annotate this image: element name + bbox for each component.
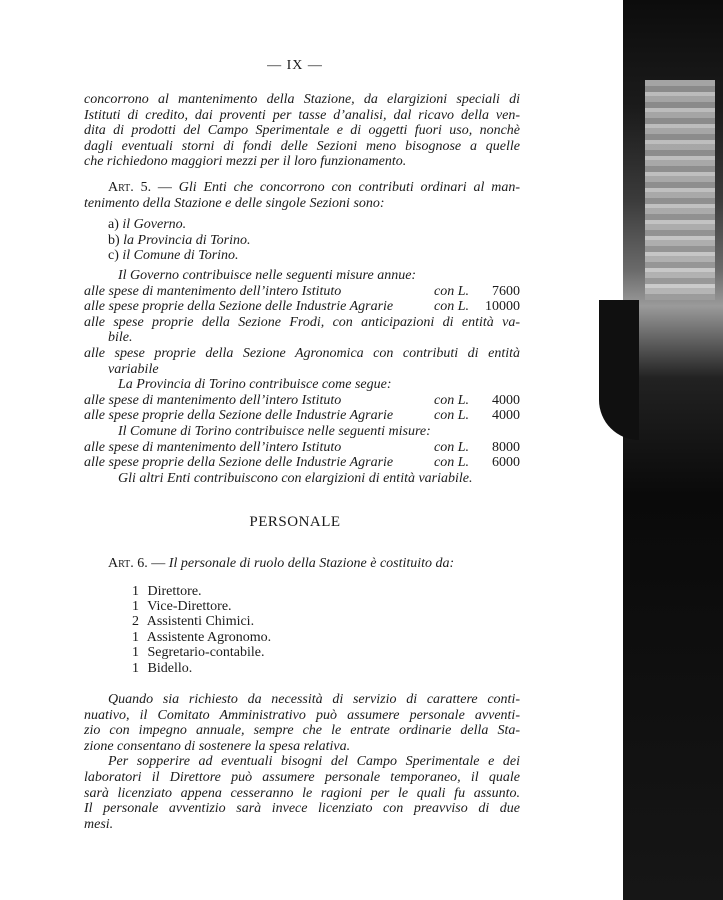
text-line: zione consentano di sostenere la spesa relativa. — [84, 738, 351, 754]
text-line: laboratori il Direttore può assumere personale temporaneo, il quale — [84, 770, 520, 785]
text-line: mesi. — [84, 816, 114, 832]
article-6-label: Art. 6. — — [108, 556, 166, 571]
text-line: che richiedono maggiori mezzi per il loro funzionamento. — [84, 154, 407, 170]
article-5-text: Gli Enti che concorrono con contributi ordinari al man- — [178, 180, 520, 195]
text-line: alle spese proprie della Sezione Frodi, con anticipazioni di entità va- — [84, 314, 520, 330]
contribution-row: alle spese di mantenimento dell’intero Istituto con L. 7600 — [84, 283, 520, 299]
text-line: Quando sia richiesto da necessità di servizio di carattere conti- — [108, 692, 520, 708]
text-line: nuativo, il Comitato Amministrativo può assumere personale avventi- — [84, 707, 520, 723]
list-item: 1 Segretario-contabile. — [132, 645, 265, 661]
comune-intro: Il Comune di Torino contribuisce nelle seguenti misure: — [118, 423, 431, 439]
text-line: Il personale avventizio sarà invece licenziato con preavviso di due — [84, 801, 520, 817]
list-item: c) il Comune di Torino. — [108, 248, 239, 264]
article-5 — [84, 180, 520, 486]
staff-list — [132, 584, 520, 676]
contribution-row: alle spese proprie della Sezione delle Industrie Agrarie con L. 6000 — [84, 455, 520, 471]
text-line: sarà licenziato appena cesseranno le ragioni per le quali fu assunto. — [84, 785, 520, 801]
provincia-intro: La Provincia di Torino contribuisce come segue: — [118, 377, 392, 393]
scan-gray-band — [645, 80, 715, 300]
section-heading: PERSONALE — [249, 514, 341, 530]
text-line: dita di prodotti del Campo Sperimentale e di oggetti fuori uso, nonchè — [84, 123, 520, 139]
list-item: 1 Bidello. — [132, 660, 193, 676]
contribution-row: alle spese di mantenimento dell’intero Istituto con L. 4000 — [84, 392, 520, 408]
article-6 — [84, 556, 520, 832]
list-item: a) il Governo. — [108, 217, 187, 233]
article-5-label: Art. 5. — — [108, 180, 172, 195]
list-item: 1 Vice-Direttore. — [132, 599, 232, 614]
contribution-row: alle spese proprie della Sezione delle Industrie Agrarie con L. 10000 — [84, 299, 520, 315]
text-line: Per sopperire ad eventuali bisogni del Campo Sperimentale e dei — [108, 754, 520, 770]
text-line: variabile — [108, 361, 159, 377]
text-line: alle spese proprie della Sezione Agronomica con contributi di entità — [84, 345, 520, 361]
text-line: tenimento della Stazione e delle singole Sezioni sono: — [84, 195, 385, 211]
article-5-line-1 — [84, 180, 520, 196]
page-number: — IX — — [267, 58, 323, 73]
text-line: dagli eventuali storni di fondi delle Sezioni meno bisognose a quelle — [84, 138, 520, 154]
list-item: 2 Assistenti Chimici. — [132, 614, 255, 630]
text-line: concorrono al mantenimento della Stazione, da elargizioni speciali di — [84, 92, 520, 107]
text-line: zio con impegno annuale, sempre che le entrate ordinarie della Sta- — [84, 723, 520, 739]
text-line: bile. — [108, 330, 133, 346]
altri-enti-line: Gli altri Enti contribuiscono con elargizioni di entità variabile. — [118, 470, 473, 486]
contribution-row: alle spese di mantenimento dell’intero Istituto con L. 8000 — [84, 439, 520, 455]
text-line: Istituti di credito, dai proventi per tasse d’analisi, dal ricavo della ven- — [84, 107, 520, 123]
article-6-text: Il personale di ruolo della Stazione è costituito da: — [168, 556, 455, 571]
list-item: 1 Direttore. — [132, 583, 202, 599]
contribution-row: alle spese proprie della Sezione delle Industrie Agrarie con L. 4000 — [84, 408, 520, 424]
intro-paragraph — [84, 92, 520, 170]
governo-intro: Il Governo contribuisce nelle seguenti misure annue: — [118, 267, 417, 283]
list-item: 1 Assistente Agronomo. — [132, 629, 272, 645]
article-6-line — [84, 556, 520, 572]
list-item: b) la Provincia di Torino. — [108, 232, 251, 248]
